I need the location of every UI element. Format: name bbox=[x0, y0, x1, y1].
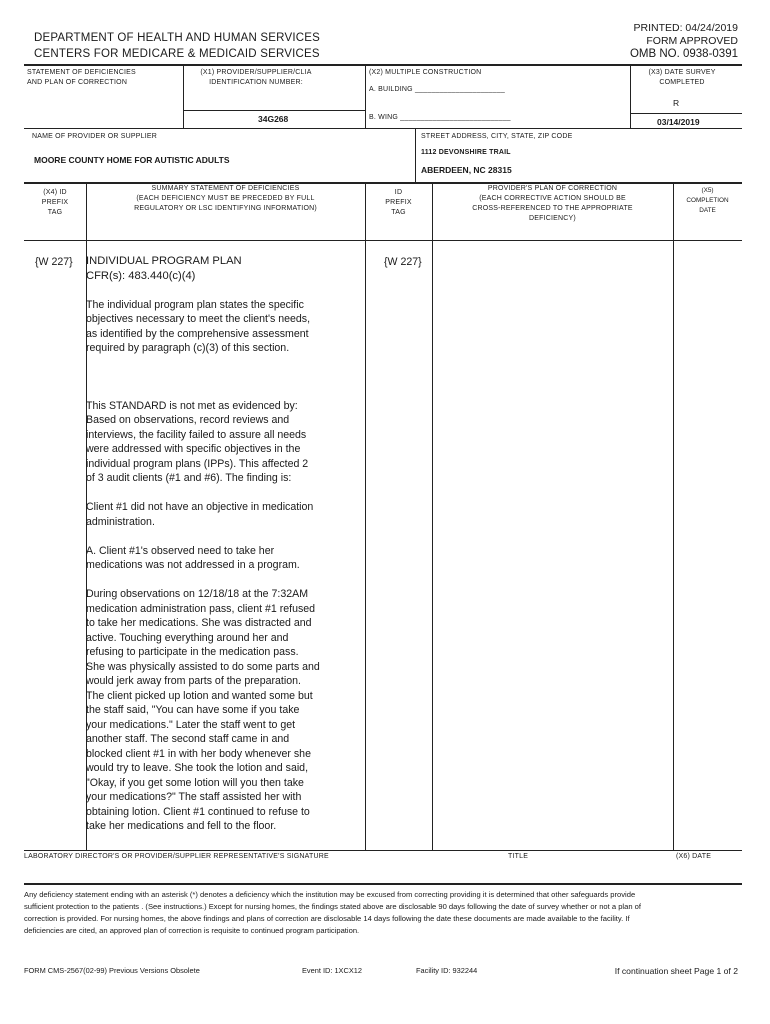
title-label: TITLE bbox=[508, 853, 529, 860]
signature-row-top bbox=[24, 850, 742, 851]
observation-narrative: During observations on 12/18/18 at the 7:32AM medication administration pass, client #1 refused to take her medications. She was distracted and active. Touching everything around her and refusing to participate in the medication pass. She was physically assisted to do some parts and would jerk away from parts of the preparation. The client picked up lotion and wanted some but the staff said, "You can have some if you take your medications." Later the staff went to get another staff. The second staff came in and blocked client #1 in with her body whenever she would try to leave. She took the lotion and said, "Okay, if you get some lotion will you then take your medications?" The staff assisted her with obtaining lotion. Client #1 continued to refuse to take her medications and fell to the floor. bbox=[86, 588, 320, 832]
signature-date-label: (X6) DATE bbox=[676, 853, 712, 860]
form-approved: FORM APPROVED bbox=[646, 35, 738, 47]
x2-label: (X2) MULTIPLE CONSTRUCTION bbox=[369, 69, 482, 76]
regulation-text: The individual program plan states the specific objectives necessary to meet the client's needs, as identified by the comprehensive assessment required by paragraph (c)(3) of this section. bbox=[86, 298, 311, 354]
building-line: A. BUILDING ______________________ bbox=[369, 86, 506, 93]
disclosure-note: Any deficiency statement ending with an asterisk (*) denotes a deficiency which the institution may be excused from correcting providing it is determined that other safeguards provide sufficient protection to the patients . (See instructions.) Except for nursing homes, the findings stated above are disclosable 90 days following the date of survey whether or not a plan of correction is provided. For nursing homes, the above findings and plans of correction are disclosable 14 days following the date these documents are made available to the facility. If deficiencies are cited, an approved plan of correction is requisite to continued program participation. bbox=[24, 890, 641, 935]
id-header: ID PREFIX TAG bbox=[385, 189, 412, 216]
address-street: 1112 DEVONSHIRE TRAIL bbox=[421, 149, 511, 156]
deficiency-cfr: CFR(s): 483.440(c)(4) bbox=[86, 269, 196, 282]
deficiency-body bbox=[86, 254, 362, 848]
agency-header bbox=[34, 30, 320, 62]
form-info bbox=[630, 22, 738, 61]
top-box-divider bbox=[24, 128, 742, 129]
provider-name-label: NAME OF PROVIDER OR SUPPLIER bbox=[32, 133, 158, 140]
col-divider-3 bbox=[432, 182, 433, 850]
center-name: CENTERS FOR MEDICARE & MEDICAID SERVICES bbox=[34, 48, 320, 60]
survey-code: R bbox=[673, 98, 680, 108]
survey-date: 03/14/2019 bbox=[657, 117, 700, 127]
address-city: ABERDEEN, NC 28315 bbox=[421, 165, 512, 175]
provider-name: MOORE COUNTY HOME FOR AUTISTIC ADULTS bbox=[34, 155, 230, 165]
client-objective-finding: Client #1 did not have an objective in medication administration. bbox=[86, 501, 314, 528]
col-divider-2 bbox=[365, 182, 366, 850]
divider-x3 bbox=[630, 64, 631, 128]
printed-date: PRINTED: 04/24/2019 bbox=[633, 22, 738, 34]
prefix-tag-left: {W 227} bbox=[35, 256, 73, 268]
column-header-bottom bbox=[24, 240, 742, 241]
divider-x1 bbox=[183, 64, 184, 128]
col-divider-4 bbox=[673, 182, 674, 850]
divider-x2 bbox=[365, 64, 366, 128]
page-indicator: If continuation sheet Page 1 of 2 bbox=[614, 966, 738, 976]
x3-label: (X3) DATE SURVEY COMPLETED bbox=[648, 69, 716, 86]
wing-line: B. WING ___________________________ bbox=[369, 114, 511, 121]
x1-value-line bbox=[183, 110, 365, 111]
plan-header: PROVIDER'S PLAN OF CORRECTION (EACH CORRECTIVE ACTION SHOULD BE CROSS-REFERENCED TO THE APPROPRIATE DEFICIENCY) bbox=[472, 185, 633, 222]
form-identifier: FORM CMS-2567(02-99) Previous Versions Obsolete bbox=[24, 966, 200, 975]
address-label: STREET ADDRESS, CITY, STATE, ZIP CODE bbox=[421, 133, 573, 140]
provider-id-value: 34G268 bbox=[258, 114, 289, 124]
standard-finding: This STANDARD is not met as evidenced by: Based on observations, record reviews and interviews, the facility failed to assure all needs were addressed with specific objectives in the individual program plans (IPPs). This affected 2 of 3 audit clients (#1 and #6). The finding is: bbox=[86, 399, 309, 484]
department-name: DEPARTMENT OF HEALTH AND HUMAN SERVICES bbox=[34, 32, 320, 44]
prefix-tag-right: {W 227} bbox=[384, 256, 422, 268]
facility-id: Facility ID: 932244 bbox=[416, 966, 478, 975]
top-box-border bbox=[24, 64, 742, 66]
x1-label: (X1) PROVIDER/SUPPLIER/CLIA IDENTIFICATION NUMBER: bbox=[200, 69, 312, 86]
omb-number: OMB NO. 0938-0391 bbox=[629, 48, 738, 60]
x5-header: (X5) COMPLETION DATE bbox=[686, 187, 729, 214]
client-need-finding: A. Client #1's observed need to take her medications was not addressed in a program. bbox=[86, 544, 300, 571]
x3-value-line bbox=[630, 113, 742, 114]
statement-label: STATEMENT OF DEFICIENCIES AND PLAN OF CORRECTION bbox=[27, 69, 136, 86]
director-signature-label: LABORATORY DIRECTOR'S OR PROVIDER/SUPPLIER REPRESENTATIVE'S SIGNATURE bbox=[24, 853, 329, 860]
summary-header: SUMMARY STATEMENT OF DEFICIENCIES (EACH DEFICIENCY MUST BE PRECEDED BY FULL REGULATORY OR LSC IDENTIFYING INFORMATION) bbox=[134, 185, 317, 212]
divider-address bbox=[415, 128, 416, 182]
x4-header: (X4) ID PREFIX TAG bbox=[41, 189, 69, 216]
event-id: Event ID: 1XCX12 bbox=[302, 966, 362, 975]
signature-row-bottom bbox=[24, 883, 742, 885]
deficiency-title: INDIVIDUAL PROGRAM PLAN bbox=[86, 255, 242, 267]
